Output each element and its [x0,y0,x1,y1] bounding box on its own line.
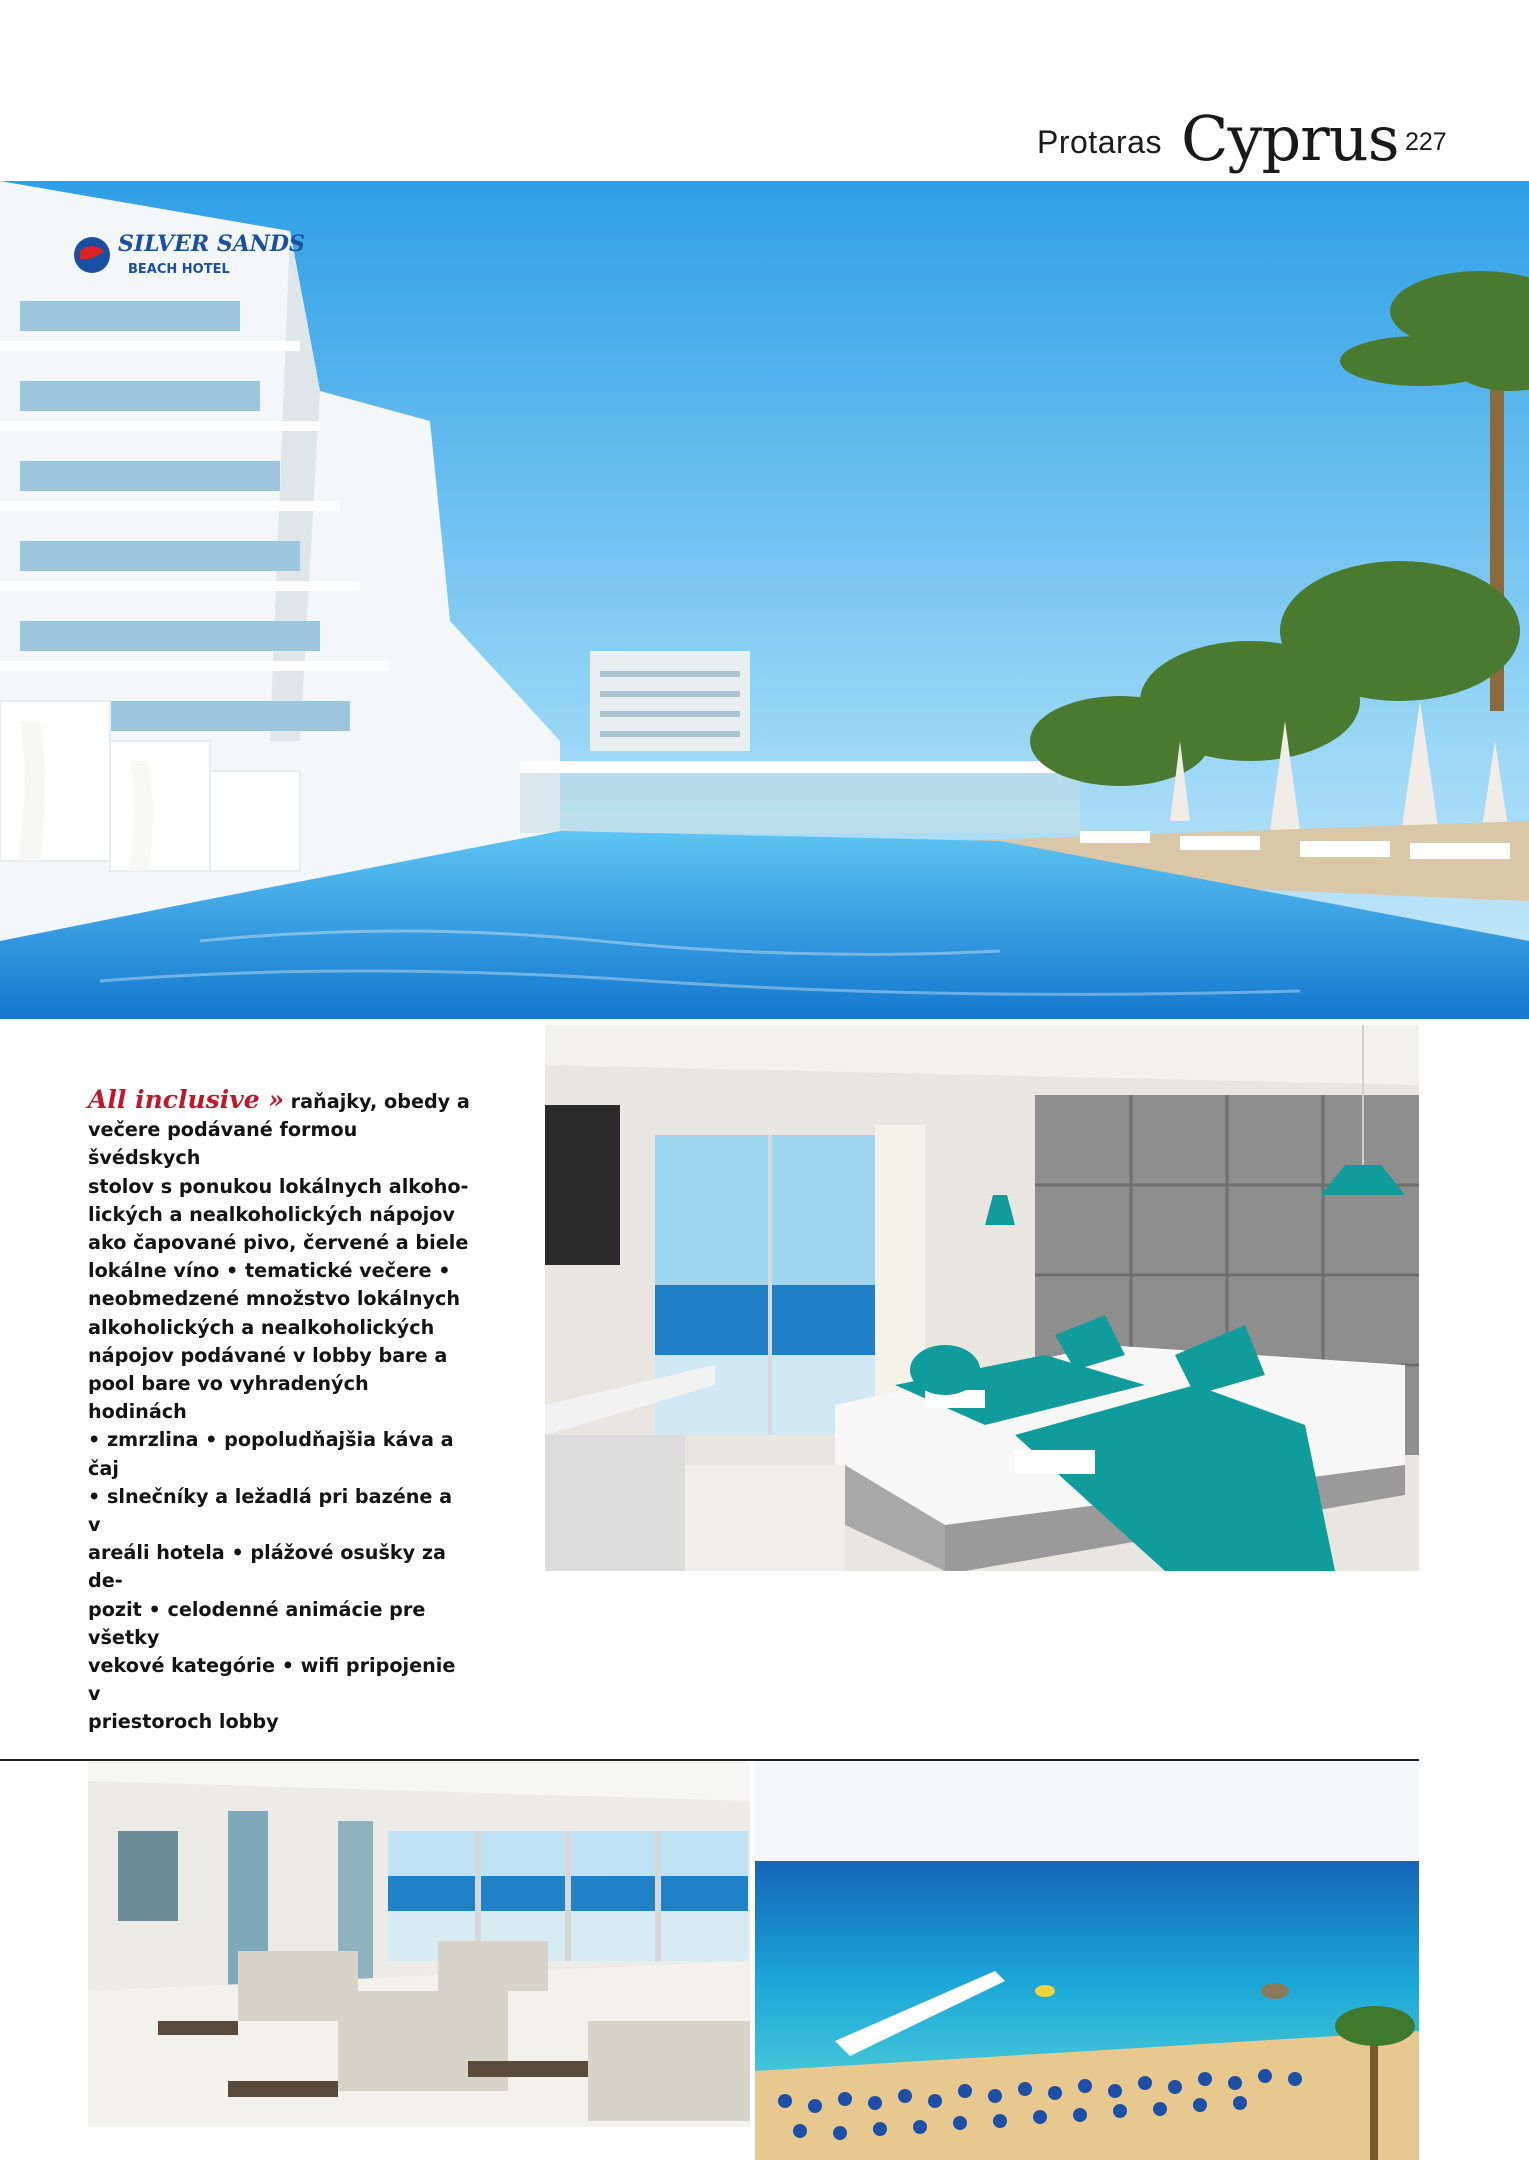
bedroom-photo [545,1025,1419,1571]
all-inclusive-lead: All inclusive » [88,1085,284,1114]
beach-aerial-photo [755,1761,1419,2160]
all-inclusive-line: alkoholických a nealkoholických [88,1315,435,1339]
all-inclusive-line: nápojov podávané v lobby bare a [88,1343,448,1367]
all-inclusive-line: raňajky, obedy a [284,1090,470,1113]
header-region: Protaras [1037,124,1162,160]
all-inclusive-description [88,1086,470,1737]
all-inclusive-line: neobmedzené množstvo lokálnych [88,1287,461,1311]
all-inclusive-line: ako čapované pivo, červené a biele [88,1231,469,1255]
hotel-sign-line2: BEACH HOTEL [128,262,230,277]
all-inclusive-line: priestoroch lobby [88,1710,279,1734]
all-inclusive-line: večere podávané formou švédskych [88,1118,358,1170]
all-inclusive-line: lokálne víno • tematické večere • [88,1259,451,1283]
page-header [1037,102,1449,175]
hotel-pool-photo [0,181,1529,1019]
page-number: 227 [1405,128,1447,156]
all-inclusive-line: pool bare vo vyhradených hodinách [88,1372,369,1424]
header-country: Cyprus [1181,102,1399,175]
all-inclusive-line: pozit • celodenné animácie pre všetky [88,1597,426,1649]
all-inclusive-line: • slnečníky a ležadlá pri bazéne a v [88,1484,453,1537]
all-inclusive-line: lických a nealkoholických nápojov [88,1202,455,1226]
all-inclusive-line: stolov s ponukou lokálnych alkoho- [88,1174,469,1198]
all-inclusive-line: areáli hotela • plážové osušky za de- [88,1541,446,1593]
all-inclusive-line: vekové kategórie • wifi pripojenie v [88,1654,456,1706]
hotel-sign-line1: SILVER SANDS [118,231,305,257]
all-inclusive-line: • zmrzlina • popoludňajšia káva a čaj [88,1428,454,1480]
lobby-photo [88,1761,750,2127]
